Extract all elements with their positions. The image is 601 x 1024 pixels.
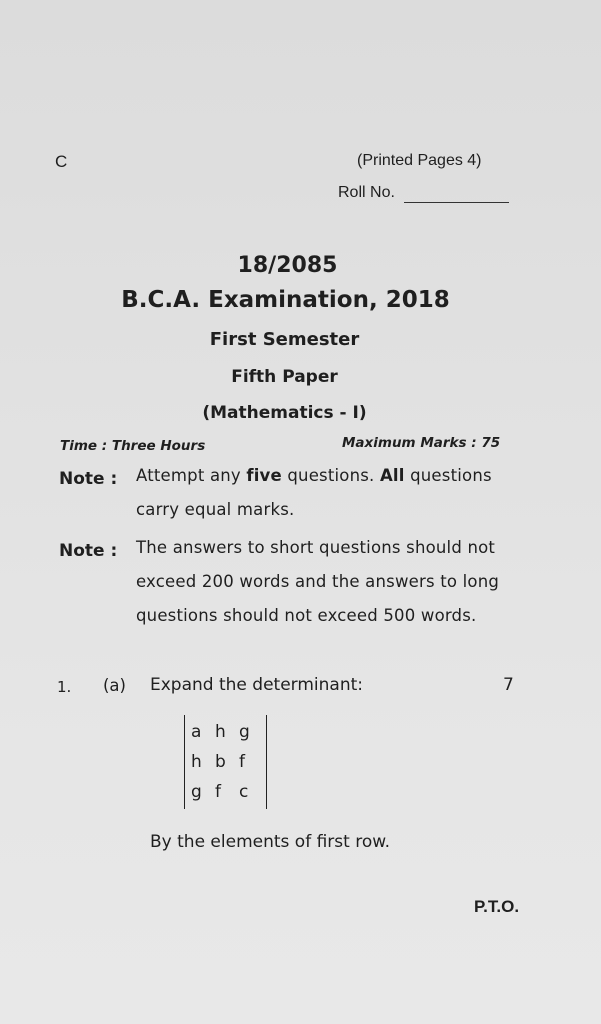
matrix-cell: b (215, 752, 226, 772)
note-1-label: Note : (59, 469, 118, 489)
question-number: 1. (57, 678, 72, 696)
matrix-row (191, 747, 263, 777)
exam-title: B.C.A. Examination, 2018 (121, 287, 450, 313)
matrix-cell: f (239, 752, 245, 772)
question-part-label: (a) (103, 676, 126, 695)
roll-no-blank-line (404, 202, 509, 203)
matrix-cell: f (215, 782, 221, 802)
matrix-cell: a (191, 722, 202, 742)
note-1-emphasis-all: All (379, 466, 405, 485)
paper-code: 18/2085 (237, 253, 338, 278)
subject: (Mathematics - I) (202, 403, 367, 423)
matrix-cell: c (239, 782, 249, 802)
paper-series-code: C (55, 152, 68, 171)
question-marks: 7 (503, 675, 514, 695)
time-allowed: Time : Three Hours (60, 438, 206, 454)
matrix-row (191, 777, 263, 807)
semester: First Semester (209, 329, 360, 350)
note-1-text-middle: questions. (281, 466, 380, 485)
note-1-text (136, 459, 528, 527)
matrix-cell: h (191, 752, 202, 772)
matrix-cell: g (191, 782, 202, 802)
note-2-text: The answers to short questions should not exceed 200 words and the answers to long questions should not exceed 500 words. (136, 538, 500, 625)
maximum-marks: Maximum Marks : 75 (342, 435, 501, 451)
matrix-cell: h (215, 722, 226, 742)
paper-name: Fifth Paper (231, 367, 338, 387)
matrix-row (191, 717, 263, 747)
roll-no-label: Roll No. (338, 184, 395, 201)
note-1-emphasis-five: five (246, 466, 282, 485)
question-followup-text: By the elements of first row. (150, 832, 390, 852)
matrix-cell: g (239, 722, 250, 742)
please-turn-over: P.T.O. (474, 897, 520, 916)
printed-pages-count: (Printed Pages 4) (357, 152, 482, 169)
question-text: Expand the determinant: (150, 675, 363, 695)
note-2-label: Note : (59, 541, 118, 561)
note-1-text-end: questions carry equal marks. (136, 466, 492, 519)
note-1-text-start: Attempt any (136, 466, 247, 485)
determinant-matrix (184, 715, 267, 809)
